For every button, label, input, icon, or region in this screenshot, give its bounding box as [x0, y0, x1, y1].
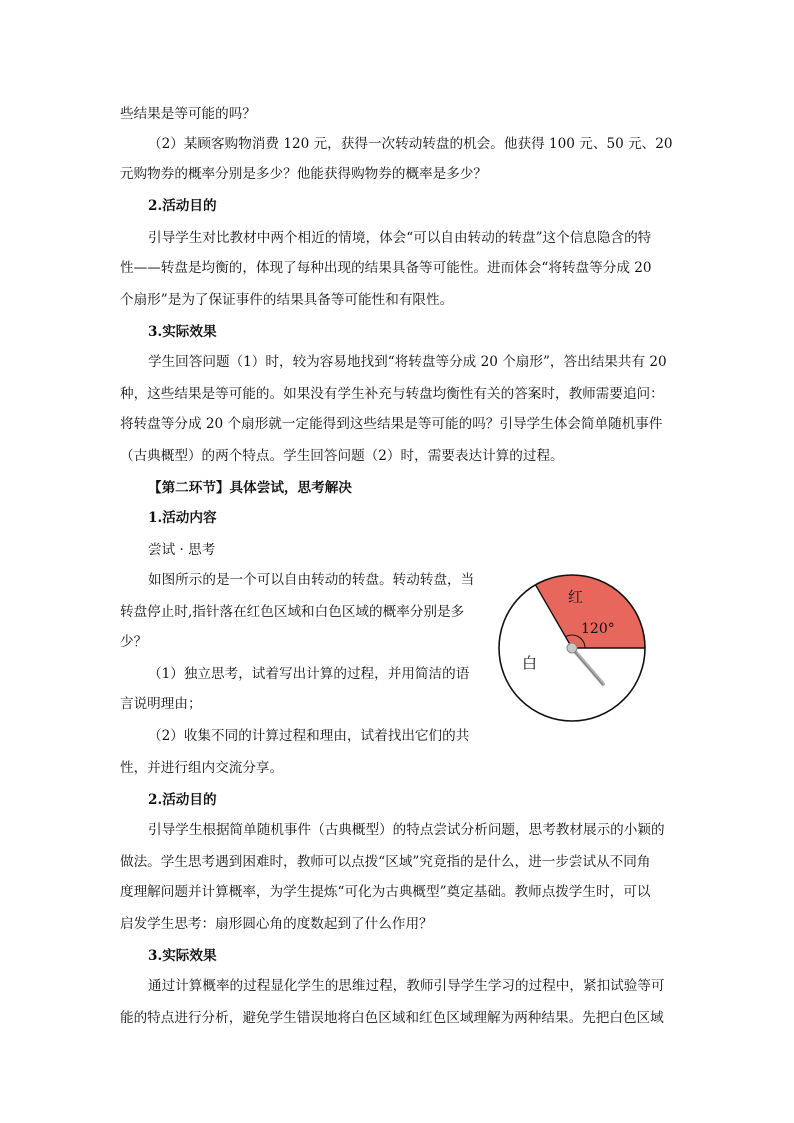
spinner-pointer-edge [573, 650, 603, 685]
heading-actual-effect: 3.实际效果 [148, 324, 217, 340]
paragraph-line: 个扇形”是为了保证事件的结果具备等可能性和有限性。 [120, 292, 454, 308]
paragraph-line: 引导学生对比教材中两个相近的情境，体会“可以自由转动的转盘”这个信息隐含的特 [148, 230, 652, 246]
paragraph-line: 度理解问题并计算概率，为学生提炼“可化为古典概型”奠定基础。教师点拨学生时，可以 [120, 884, 651, 900]
paragraph-line: （2）某顾客购物消费 120 元，获得一次转动转盘的机会。他获得 100 元、50 元、20 [148, 136, 673, 152]
heading-activity-goal: 2.活动目的 [148, 198, 217, 214]
section-heading: 【第二环节】具体尝试，思考解决 [148, 480, 352, 496]
heading-activity-content: 1.活动内容 [148, 510, 217, 526]
paragraph-line: 少？ [120, 634, 148, 650]
paragraph-line: 种，这些结果是等可能的。如果没有学生补充与转盘均衡性有关的答案时，教师需要追问： [120, 386, 664, 402]
paragraph-line: 引导学生根据简单随机事件（古典概型）的特点尝试分析问题，思考教材展示的小颖的 [148, 822, 665, 838]
paragraph-line: （2）收集不同的计算过程和理由，试着找出它们的共 [148, 728, 470, 744]
spinner-pointer [572, 648, 603, 684]
paragraph-line: 如图所示的是一个可以自由转动的转盘。转动转盘，当 [148, 572, 475, 588]
paragraph-line: 性——转盘是均衡的，体现了每种出现的结果具备等可能性。进而体会“将转盘等分成 20 [120, 260, 652, 276]
paragraph-line: 能的特点进行分析，避免学生错误地将白色区域和红色区域理解为两种结果。先把白色区域 [120, 1010, 664, 1026]
paragraph-line: 些结果是等可能的吗？ [120, 106, 256, 122]
red-label: 红 [568, 588, 584, 606]
try-think-title: 尝试 · 思考 [148, 542, 216, 558]
spinner-figure [494, 564, 654, 728]
angle-label: 120° [581, 621, 615, 637]
paragraph-line: 转盘停止时,指针落在红色区域和白色区域的概率分别是多 [120, 604, 465, 620]
paragraph-line: （古典概型）的两个特点。学生回答问题（2）时，需要表达计算的过程。 [120, 448, 564, 464]
white-label: 白 [522, 654, 538, 672]
paragraph-line: 性，并进行组内交流分享。 [120, 760, 284, 776]
spinner-diagram [494, 564, 654, 724]
red-sector [536, 575, 646, 648]
paragraph-line: 做法。学生思考遇到困难时，教师可以点拨“区域”究竟指的是什么，进一步尝试从不同角 [120, 854, 651, 870]
paragraph-line: 启发学生思考：扇形圆心角的度数起到了什么作用？ [120, 916, 433, 932]
spinner-pivot [567, 643, 577, 653]
paragraph-line: （1）独立思考，试着写出计算的过程，并用简洁的语 [148, 666, 470, 682]
paragraph-line: 言说明理由； [120, 696, 202, 712]
paragraph-line: 元购物券的概率分别是多少？他能获得购物券的概率是多少？ [120, 166, 488, 182]
paragraph-line: 将转盘等分成 20 个扇形就一定能得到这些结果是等可能的吗？引导学生体会简单随机事件 [120, 416, 663, 432]
heading-actual-effect: 3.实际效果 [148, 948, 217, 964]
heading-activity-goal: 2.活动目的 [148, 792, 217, 808]
paragraph-line: 通过计算概率的过程显化学生的思维过程，教师引导学生学习的过程中，紧扣试验等可 [148, 978, 665, 994]
paragraph-line: 学生回答问题（1）时，较为容易地找到“将转盘等分成 20 个扇形”，答出结果共有 20 [148, 354, 667, 370]
